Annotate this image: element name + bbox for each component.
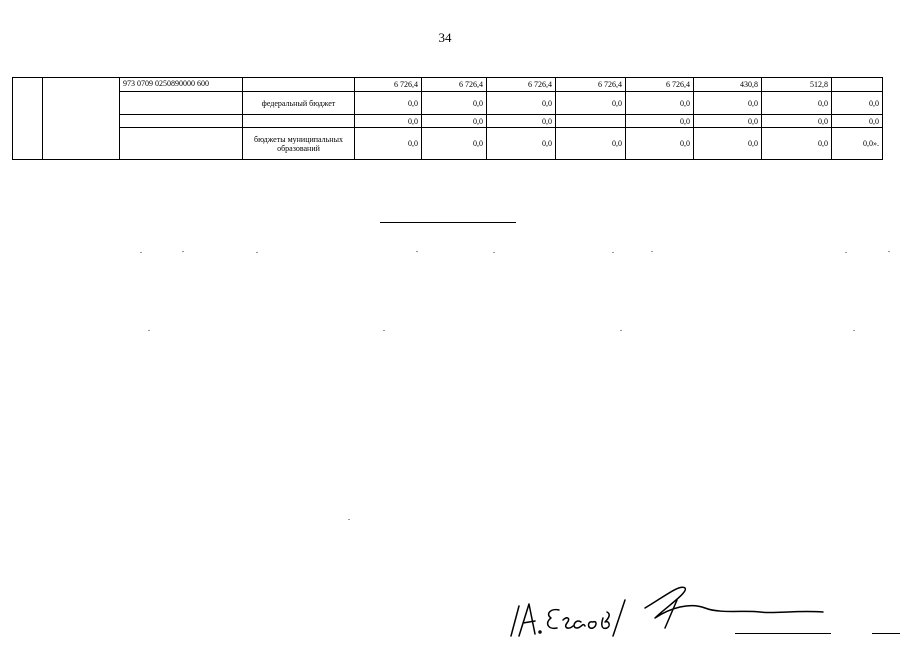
amount-cell: 0,0 <box>556 128 626 160</box>
amount-cell: 6 726,4 <box>355 78 422 92</box>
table-row <box>13 115 883 128</box>
amount-cell: 0,0 <box>832 92 883 115</box>
amount-cell: 6 726,4 <box>556 78 626 92</box>
amount-cell: 0,0 <box>762 128 832 160</box>
amount-cell: 0,0 <box>487 92 556 115</box>
amount-cell: 0,0 <box>487 128 556 160</box>
amount-cell: 0,0 <box>355 128 422 160</box>
budget-code-cell <box>120 128 243 160</box>
funding-source-cell: бюджеты муниципальных образований <box>243 128 355 160</box>
amount-cell: 0,0». <box>832 128 883 160</box>
amount-cell: 0,0 <box>355 92 422 115</box>
table-row <box>13 92 883 115</box>
row-label-cell-b <box>43 78 120 160</box>
table-row <box>13 128 883 160</box>
amount-cell: 0,0 <box>694 128 762 160</box>
budget-table <box>12 77 883 160</box>
amount-cell: 6 726,4 <box>626 78 694 92</box>
budget-code-cell <box>120 92 243 115</box>
page-number: 34 <box>438 30 452 45</box>
top-edge-mark <box>213 0 247 2</box>
signature-underline <box>735 633 831 634</box>
amount-cell: 0,0 <box>626 115 694 128</box>
amount-cell: 0,0 <box>487 115 556 128</box>
funding-source-cell <box>243 78 355 92</box>
amount-cell: 0,0 <box>762 115 832 128</box>
signature-underline-right <box>872 633 900 634</box>
amount-cell: 0,0 <box>694 92 762 115</box>
amount-cell: 0,0 <box>422 128 487 160</box>
handwritten-signature <box>505 578 835 640</box>
amount-cell: 6 726,4 <box>422 78 487 92</box>
amount-cell: 0,0 <box>762 92 832 115</box>
amount-cell: 0,0 <box>422 115 487 128</box>
section-divider <box>380 222 516 223</box>
amount-cell: 430,8 <box>694 78 762 92</box>
amount-cell <box>832 78 883 92</box>
funding-source-cell <box>243 115 355 128</box>
amount-cell: 0,0 <box>626 92 694 115</box>
budget-code-cell: 973 0709 0250890000 600 <box>120 78 243 92</box>
table-row <box>13 78 883 92</box>
amount-cell: 0,0 <box>626 128 694 160</box>
amount-cell: 512,8 <box>762 78 832 92</box>
funding-source-cell: федеральный бюджет <box>243 92 355 115</box>
budget-code-cell <box>120 115 243 128</box>
row-label-cell-a <box>13 78 43 160</box>
amount-cell: 0,0 <box>355 115 422 128</box>
amount-cell: 6 726,4 <box>487 78 556 92</box>
amount-cell <box>556 115 626 128</box>
amount-cell: 0,0 <box>694 115 762 128</box>
amount-cell: 0,0 <box>832 115 883 128</box>
amount-cell: 0,0 <box>556 92 626 115</box>
amount-cell: 0,0 <box>422 92 487 115</box>
